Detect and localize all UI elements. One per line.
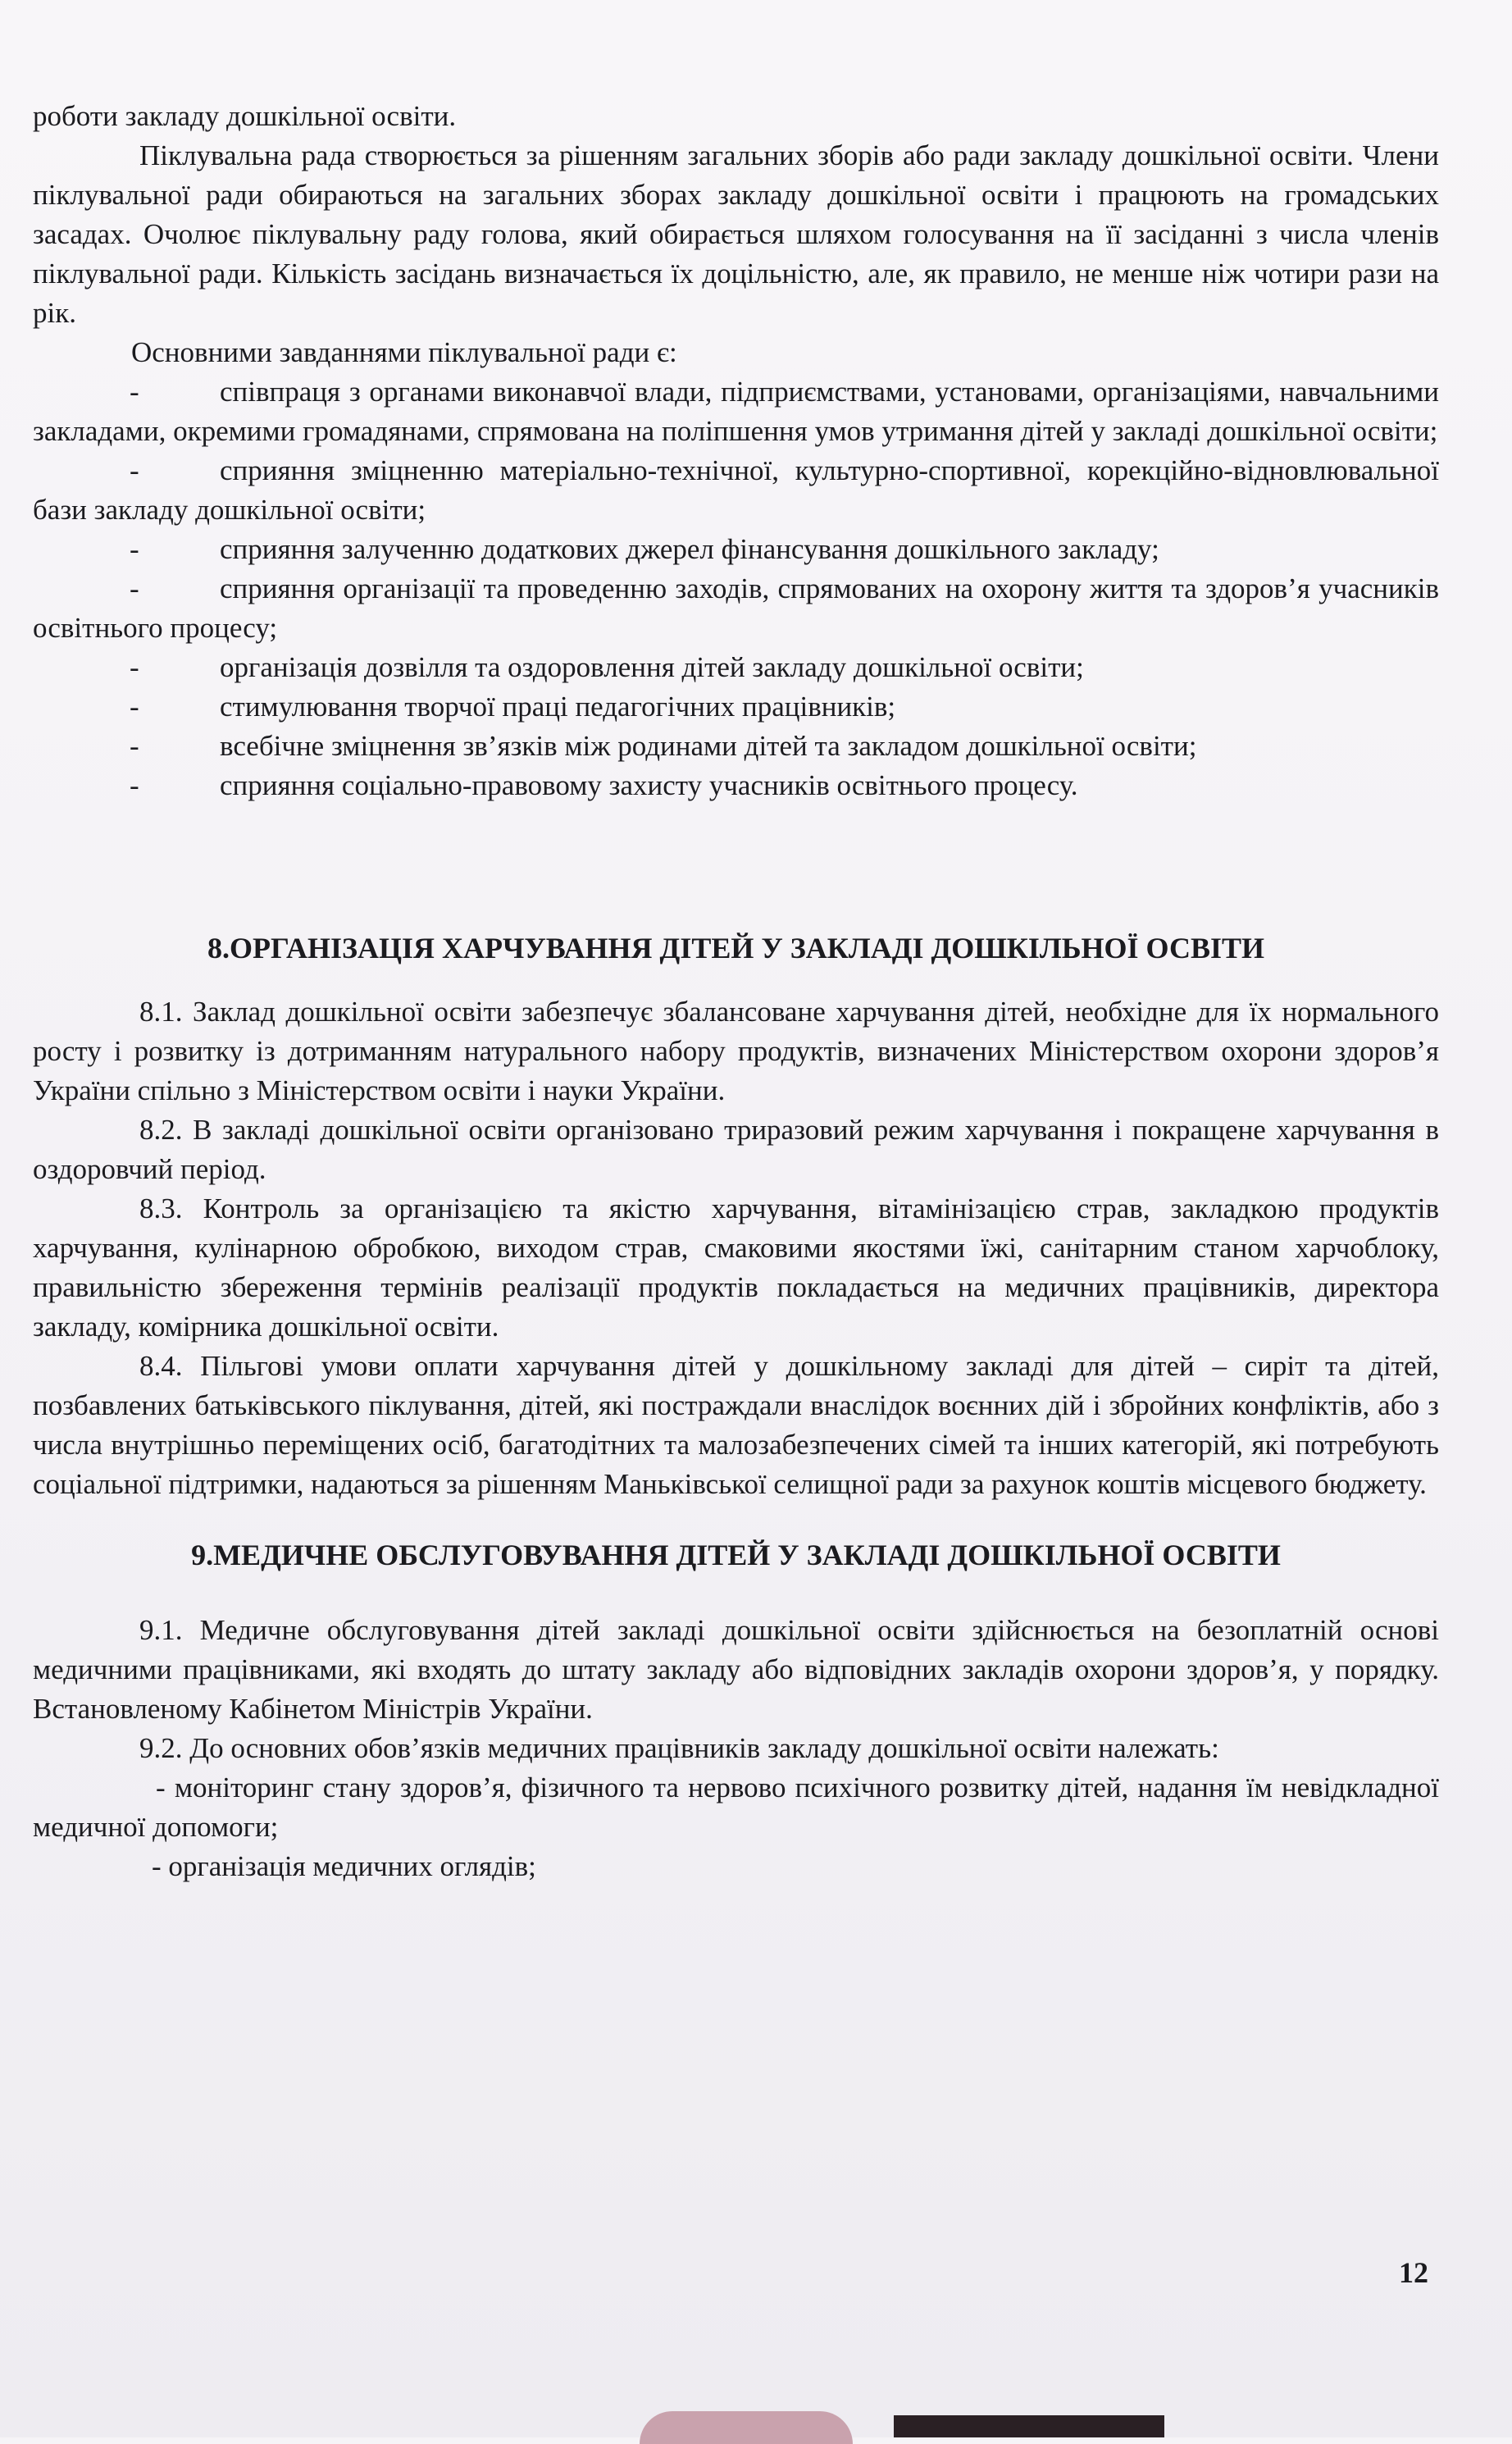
document-body bbox=[33, 97, 1439, 1886]
bullet-item: - організація дозвілля та оздоровлення дітей закладу дошкільної освіти; bbox=[130, 651, 1084, 683]
bullet-item: - стимулювання творчої праці педагогічних працівників; bbox=[130, 691, 896, 723]
paragraph-continuation: роботи закладу дошкільної освіти. bbox=[33, 100, 457, 132]
bullet-item: - сприяння залученню додаткових джерел фінансування дошкільного закладу; bbox=[130, 533, 1159, 565]
bullet-item: - сприяння зміцненню матеріально-технічної, культурно-спортивної, корекційно-відновлювальної бази закладу дошкільної освіти; bbox=[33, 454, 1439, 526]
paragraph-board-tasks-intro: Основними завданнями піклувальної ради є: bbox=[131, 336, 677, 368]
section-8-item: 8.4. Пільгові умови оплати харчування дітей у дошкільному закладі для дітей – сиріт та дітей, позбавлених батьківського піклування, дітей, які постраждали внаслідок воєнних дій і збройних конфліктів, або з числа внутрішньо переміщених осіб, багатодітних та малозабезпечених сімей та інших категорій, які потребують соціальної підтримки, надаються за рішенням Маньківської селищної ради за рахунок коштів місцевого бюджету. bbox=[33, 1350, 1439, 1500]
section-9-duty: - моніторинг стану здоров’я, фізичного та нервово психічного розвитку дітей, надання їм невідкладної медичної допомоги; bbox=[33, 1771, 1439, 1843]
page-number: 12 bbox=[1399, 2256, 1428, 2289]
bullet-item: - співпраця з органами виконавчої влади, підприємствами, установами, організаціями, навчальними закладами, окремими громадянами, спрямована на поліпшення умов утримання дітей у закладі дошкільної освіти; bbox=[33, 376, 1439, 447]
section-8-item: 8.3. Контроль за організацією та якістю харчування, вітамінізацією страв, закладкою продуктів харчування, кулінарною обробкою, виходом страв, смаковими якостями їжі, санітарним станом харчоблоку, правильністю збереження термінів реалізації продуктів покладається на медичних працівників, директора закладу, комірника дошкільної освіти. bbox=[33, 1192, 1439, 1343]
section-8-item: 8.1. Заклад дошкільної освіти забезпечує збалансоване харчування дітей, необхідне для їх нормального росту і розвитку із дотриманням натурального набору продуктів, визначених Міністерством охорони здоров’я України спільно з Міністерством освіти і науки України. bbox=[33, 996, 1439, 1106]
section-8-item: 8.2. В закладі дошкільної освіти організовано триразовий режим харчування і покращене харчування в оздоровчий період. bbox=[33, 1114, 1439, 1185]
section-8-heading: 8.ОРГАНІЗАЦІЯ ХАРЧУВАННЯ ДІТЕЙ У ЗАКЛАДІ ДОШКІЛЬНОЇ ОСВІТИ bbox=[207, 932, 1265, 964]
bullet-item: - всебічне зміцнення зв’язків між родинами дітей та закладом дошкільної освіти; bbox=[130, 730, 1197, 762]
bullet-item: - сприяння соціально-правовому захисту учасників освітнього процесу. bbox=[130, 769, 1078, 801]
section-9-heading: 9.МЕДИЧНЕ ОБСЛУГОВУВАННЯ ДІТЕЙ У ЗАКЛАДІ ДОШКІЛЬНОЇ ОСВІТИ bbox=[191, 1539, 1281, 1571]
paragraph-board-creation: Піклувальна рада створюється за рішенням загальних зборів або ради закладу дошкільної освіти. Члени піклувальної ради обираються на загальних зборах закладу дошкільної освіти і працюють на громадських засадах. Очолює піклувальну раду голова, який обирається шляхом голосування на її засіданні з числа членів піклувальної ради. Кількість засідань визначається їх доцільністю, але, як правило, не менше ніж чотири рази на рік. bbox=[33, 139, 1439, 329]
section-9-item: 9.1. Медичне обслуговування дітей закладі дошкільної освіти здійснюється на безоплатній основі медичними працівниками, які входять до штату закладу або відповідних закладів охорони здоров’я, у порядку. Встановленому Кабінетом Міністрів України. bbox=[33, 1614, 1439, 1725]
section-9-duty: - організація медичних оглядів; bbox=[152, 1850, 536, 1882]
scan-dark-edge bbox=[894, 2415, 1164, 2437]
bullet-item: - сприяння організації та проведенню заходів, спрямованих на охорону життя та здоров’я учасників освітнього процесу; bbox=[33, 572, 1439, 644]
finger-shadow bbox=[640, 2411, 853, 2444]
section-9-item: 9.2. До основних обов’язків медичних працівників закладу дошкільної освіти належать: bbox=[139, 1732, 1219, 1764]
